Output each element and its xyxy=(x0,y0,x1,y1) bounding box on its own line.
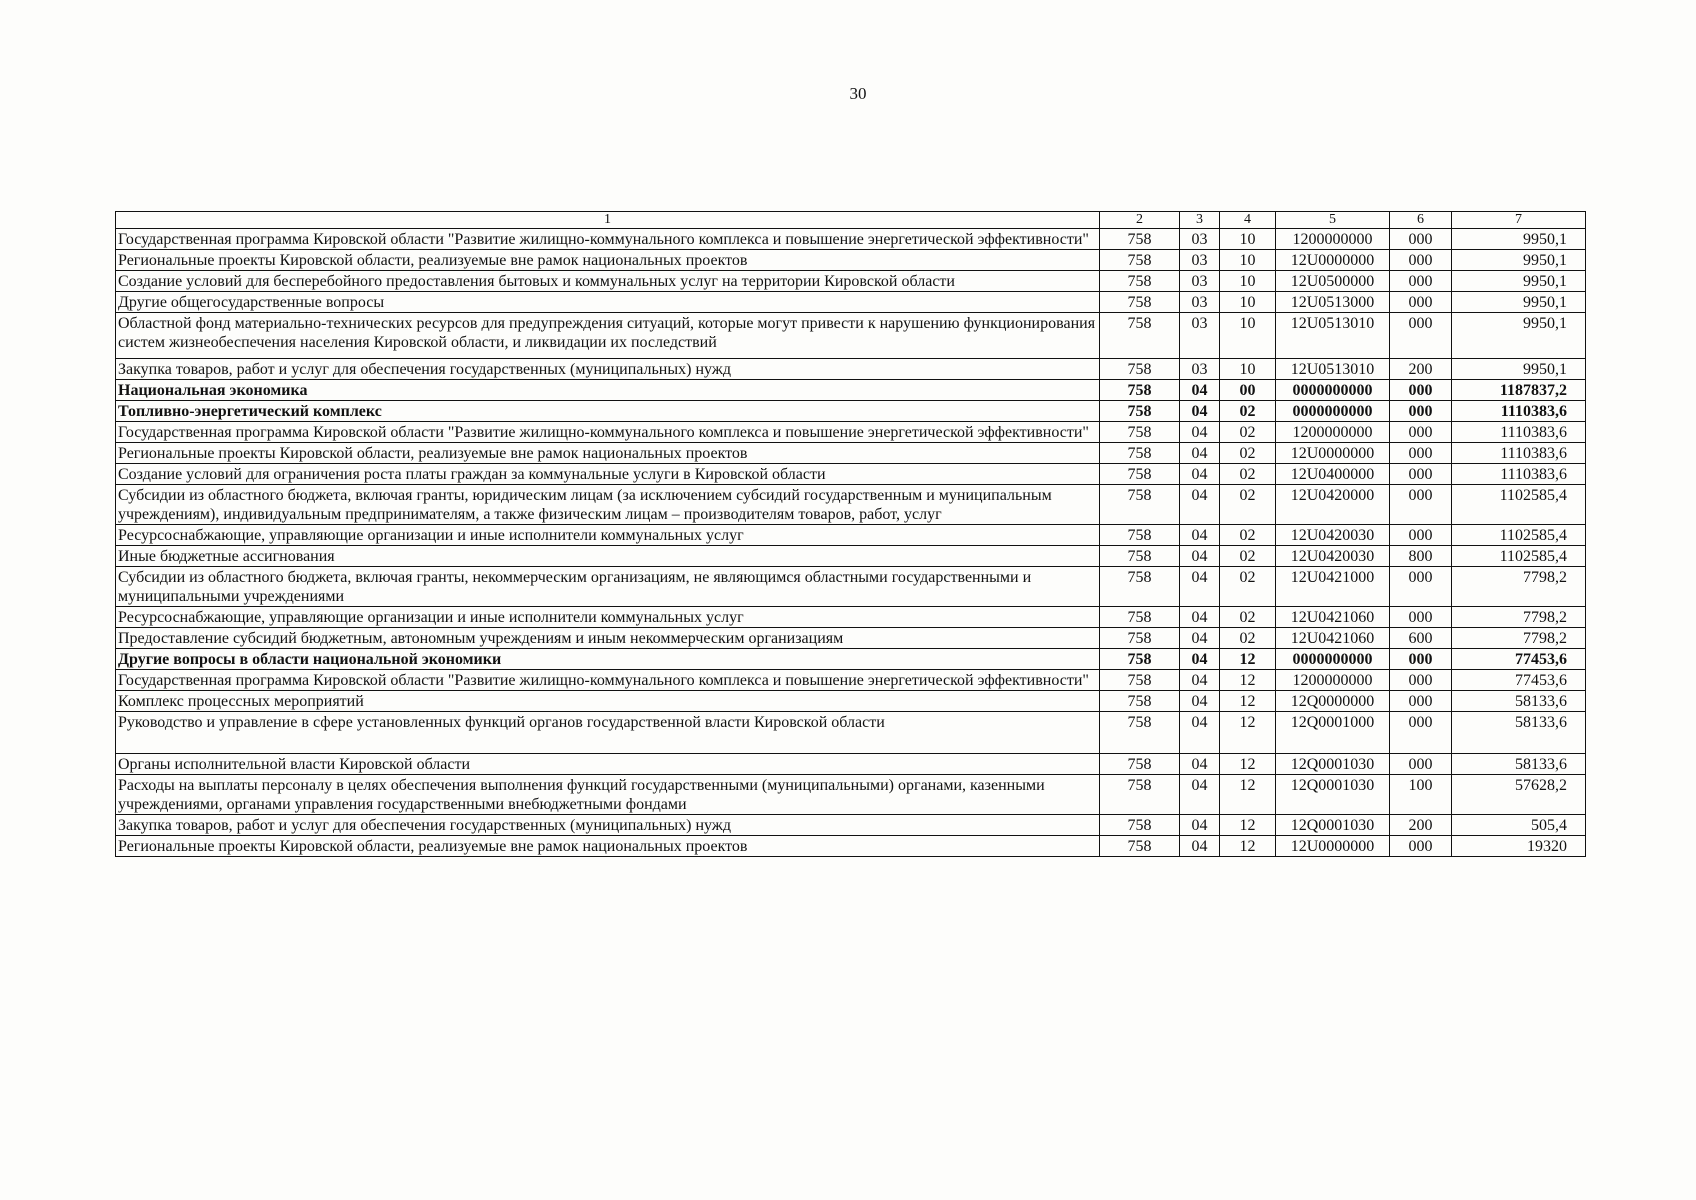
table-row xyxy=(116,628,1586,649)
target-item-cell: 12Q0000000 xyxy=(1276,691,1390,712)
row-name-cell: Комплекс процессных мероприятий xyxy=(116,691,1100,712)
admin-code-cell: 758 xyxy=(1100,443,1180,464)
subsection-cell: 02 xyxy=(1220,464,1276,485)
expense-type-cell: 000 xyxy=(1390,649,1452,670)
table-row xyxy=(116,464,1586,485)
amount-cell: 9950,1 xyxy=(1452,271,1586,292)
expense-type-cell: 600 xyxy=(1390,628,1452,649)
admin-code-cell: 758 xyxy=(1100,485,1180,525)
row-name-cell: Руководство и управление в сфере установленных функций органов государственной власти Кировской области xyxy=(116,712,1100,754)
amount-cell: 1102585,4 xyxy=(1452,546,1586,567)
amount-cell: 7798,2 xyxy=(1452,628,1586,649)
section-cell: 03 xyxy=(1180,313,1220,359)
table-row xyxy=(116,229,1586,250)
target-item-cell: 12Q0001030 xyxy=(1276,815,1390,836)
subsection-cell: 02 xyxy=(1220,525,1276,546)
table-row xyxy=(116,401,1586,422)
amount-cell: 7798,2 xyxy=(1452,607,1586,628)
section-cell: 03 xyxy=(1180,229,1220,250)
column-header: 6 xyxy=(1390,212,1452,229)
column-header: 1 xyxy=(116,212,1100,229)
admin-code-cell: 758 xyxy=(1100,775,1180,815)
admin-code-cell: 758 xyxy=(1100,712,1180,754)
subsection-cell: 12 xyxy=(1220,691,1276,712)
amount-cell: 9950,1 xyxy=(1452,313,1586,359)
row-name-cell: Иные бюджетные ассигнования xyxy=(116,546,1100,567)
target-item-cell: 0000000000 xyxy=(1276,649,1390,670)
expense-type-cell: 000 xyxy=(1390,313,1452,359)
admin-code-cell: 758 xyxy=(1100,250,1180,271)
subsection-cell: 10 xyxy=(1220,271,1276,292)
section-cell: 03 xyxy=(1180,359,1220,380)
section-cell: 04 xyxy=(1180,422,1220,443)
row-name-cell: Другие вопросы в области национальной экономики xyxy=(116,649,1100,670)
amount-cell: 77453,6 xyxy=(1452,670,1586,691)
table-row xyxy=(116,359,1586,380)
admin-code-cell: 758 xyxy=(1100,422,1180,443)
target-item-cell: 12U0500000 xyxy=(1276,271,1390,292)
subsection-cell: 12 xyxy=(1220,815,1276,836)
amount-cell: 58133,6 xyxy=(1452,712,1586,754)
admin-code-cell: 758 xyxy=(1100,313,1180,359)
admin-code-cell: 758 xyxy=(1100,401,1180,422)
section-cell: 04 xyxy=(1180,546,1220,567)
table-row xyxy=(116,670,1586,691)
section-cell: 03 xyxy=(1180,271,1220,292)
subsection-cell: 12 xyxy=(1220,712,1276,754)
table-row xyxy=(116,292,1586,313)
table-row xyxy=(116,380,1586,401)
budget-table xyxy=(115,211,1586,857)
admin-code-cell: 758 xyxy=(1100,691,1180,712)
target-item-cell: 12U0000000 xyxy=(1276,250,1390,271)
section-cell: 04 xyxy=(1180,464,1220,485)
row-name-cell: Закупка товаров, работ и услуг для обеспечения государственных (муниципальных) нужд xyxy=(116,815,1100,836)
section-cell: 04 xyxy=(1180,691,1220,712)
table-row xyxy=(116,271,1586,292)
admin-code-cell: 758 xyxy=(1100,359,1180,380)
row-name-cell: Ресурсоснабжающие, управляющие организации и иные исполнители коммунальных услуг xyxy=(116,525,1100,546)
row-name-cell: Ресурсоснабжающие, управляющие организации и иные исполнители коммунальных услуг xyxy=(116,607,1100,628)
expense-type-cell: 100 xyxy=(1390,775,1452,815)
admin-code-cell: 758 xyxy=(1100,380,1180,401)
section-cell: 04 xyxy=(1180,836,1220,857)
expense-type-cell: 000 xyxy=(1390,567,1452,607)
amount-cell: 19320 xyxy=(1452,836,1586,857)
subsection-cell: 02 xyxy=(1220,485,1276,525)
target-item-cell: 12U0420030 xyxy=(1276,546,1390,567)
section-cell: 04 xyxy=(1180,815,1220,836)
table-row xyxy=(116,649,1586,670)
admin-code-cell: 758 xyxy=(1100,464,1180,485)
admin-code-cell: 758 xyxy=(1100,525,1180,546)
amount-cell: 1110383,6 xyxy=(1452,422,1586,443)
amount-cell: 58133,6 xyxy=(1452,691,1586,712)
row-name-cell: Органы исполнительной власти Кировской области xyxy=(116,754,1100,775)
column-header: 3 xyxy=(1180,212,1220,229)
admin-code-cell: 758 xyxy=(1100,836,1180,857)
table-row xyxy=(116,443,1586,464)
section-cell: 04 xyxy=(1180,670,1220,691)
expense-type-cell: 000 xyxy=(1390,485,1452,525)
column-header: 5 xyxy=(1276,212,1390,229)
expense-type-cell: 000 xyxy=(1390,401,1452,422)
expense-type-cell: 000 xyxy=(1390,380,1452,401)
row-name-cell: Создание условий для бесперебойного предоставления бытовых и коммунальных услуг на территории Кировской области xyxy=(116,271,1100,292)
table-row xyxy=(116,836,1586,857)
amount-cell: 77453,6 xyxy=(1452,649,1586,670)
amount-cell: 9950,1 xyxy=(1452,359,1586,380)
section-cell: 04 xyxy=(1180,567,1220,607)
row-name-cell: Топливно-энергетический комплекс xyxy=(116,401,1100,422)
section-cell: 04 xyxy=(1180,443,1220,464)
expense-type-cell: 000 xyxy=(1390,229,1452,250)
section-cell: 04 xyxy=(1180,401,1220,422)
expense-type-cell: 000 xyxy=(1390,836,1452,857)
row-name-cell: Государственная программа Кировской области "Развитие жилищно-коммунального комплекса и повышение энергетической эффективности" xyxy=(116,422,1100,443)
section-cell: 03 xyxy=(1180,250,1220,271)
amount-cell: 9950,1 xyxy=(1452,292,1586,313)
target-item-cell: 12U0420030 xyxy=(1276,525,1390,546)
section-cell: 04 xyxy=(1180,607,1220,628)
expense-type-cell: 200 xyxy=(1390,359,1452,380)
table-row xyxy=(116,525,1586,546)
target-item-cell: 0000000000 xyxy=(1276,401,1390,422)
expense-type-cell: 800 xyxy=(1390,546,1452,567)
table-row xyxy=(116,815,1586,836)
expense-type-cell: 000 xyxy=(1390,754,1452,775)
amount-cell: 1110383,6 xyxy=(1452,401,1586,422)
target-item-cell: 0000000000 xyxy=(1276,380,1390,401)
admin-code-cell: 758 xyxy=(1100,229,1180,250)
row-name-cell: Региональные проекты Кировской области, реализуемые вне рамок национальных проектов xyxy=(116,836,1100,857)
table-row xyxy=(116,422,1586,443)
subsection-cell: 10 xyxy=(1220,229,1276,250)
section-cell: 04 xyxy=(1180,525,1220,546)
admin-code-cell: 758 xyxy=(1100,628,1180,649)
table-row xyxy=(116,607,1586,628)
target-item-cell: 12U0421000 xyxy=(1276,567,1390,607)
amount-cell: 1102585,4 xyxy=(1452,485,1586,525)
row-name-cell: Предоставление субсидий бюджетным, автономным учреждениям и иным некоммерческим организациям xyxy=(116,628,1100,649)
expense-type-cell: 000 xyxy=(1390,443,1452,464)
subsection-cell: 12 xyxy=(1220,836,1276,857)
row-name-cell: Областной фонд материально-технических ресурсов для предупреждения ситуаций, которые могут привести к нарушению функционирования систем жизнеобеспечения населения Кировской области, и ликвидации их последствий xyxy=(116,313,1100,359)
column-header: 7 xyxy=(1452,212,1586,229)
row-name-cell: Национальная экономика xyxy=(116,380,1100,401)
table-row xyxy=(116,546,1586,567)
admin-code-cell: 758 xyxy=(1100,754,1180,775)
expense-type-cell: 000 xyxy=(1390,607,1452,628)
subsection-cell: 10 xyxy=(1220,359,1276,380)
amount-cell: 505,4 xyxy=(1452,815,1586,836)
subsection-cell: 02 xyxy=(1220,422,1276,443)
column-header: 4 xyxy=(1220,212,1276,229)
target-item-cell: 12U0000000 xyxy=(1276,443,1390,464)
target-item-cell: 12Q0001030 xyxy=(1276,754,1390,775)
admin-code-cell: 758 xyxy=(1100,546,1180,567)
row-name-cell: Государственная программа Кировской области "Развитие жилищно-коммунального комплекса и повышение энергетической эффективности" xyxy=(116,670,1100,691)
target-item-cell: 1200000000 xyxy=(1276,422,1390,443)
admin-code-cell: 758 xyxy=(1100,815,1180,836)
table-row xyxy=(116,691,1586,712)
admin-code-cell: 758 xyxy=(1100,649,1180,670)
section-cell: 04 xyxy=(1180,754,1220,775)
subsection-cell: 12 xyxy=(1220,670,1276,691)
subsection-cell: 12 xyxy=(1220,775,1276,815)
admin-code-cell: 758 xyxy=(1100,567,1180,607)
row-name-cell: Субсидии из областного бюджета, включая гранты, юридическим лицам (за исключением субсидий государственным и муниципальным учреждениям), индивидуальным предпринимателям, а также физическим лицам – производителям товаров, работ, услуг xyxy=(116,485,1100,525)
row-name-cell: Региональные проекты Кировской области, реализуемые вне рамок национальных проектов xyxy=(116,443,1100,464)
target-item-cell: 1200000000 xyxy=(1276,670,1390,691)
target-item-cell: 12U0513000 xyxy=(1276,292,1390,313)
expense-type-cell: 000 xyxy=(1390,292,1452,313)
expense-type-cell: 200 xyxy=(1390,815,1452,836)
expense-type-cell: 000 xyxy=(1390,525,1452,546)
amount-cell: 57628,2 xyxy=(1452,775,1586,815)
subsection-cell: 10 xyxy=(1220,250,1276,271)
row-name-cell: Субсидии из областного бюджета, включая гранты, некоммерческим организациям, не являющимся областными государственными и муниципальными учреждениями xyxy=(116,567,1100,607)
subsection-cell: 02 xyxy=(1220,401,1276,422)
expense-type-cell: 000 xyxy=(1390,271,1452,292)
section-cell: 04 xyxy=(1180,712,1220,754)
subsection-cell: 12 xyxy=(1220,649,1276,670)
subsection-cell: 10 xyxy=(1220,292,1276,313)
target-item-cell: 12U0421060 xyxy=(1276,607,1390,628)
target-item-cell: 12U0513010 xyxy=(1276,313,1390,359)
table-row xyxy=(116,250,1586,271)
amount-cell: 9950,1 xyxy=(1452,250,1586,271)
target-item-cell: 12U0400000 xyxy=(1276,464,1390,485)
section-cell: 04 xyxy=(1180,485,1220,525)
subsection-cell: 10 xyxy=(1220,313,1276,359)
amount-cell: 1110383,6 xyxy=(1452,443,1586,464)
amount-cell: 1110383,6 xyxy=(1452,464,1586,485)
admin-code-cell: 758 xyxy=(1100,607,1180,628)
row-name-cell: Создание условий для ограничения роста платы граждан за коммунальные услуги в Кировской области xyxy=(116,464,1100,485)
subsection-cell: 02 xyxy=(1220,546,1276,567)
subsection-cell: 02 xyxy=(1220,607,1276,628)
subsection-cell: 02 xyxy=(1220,567,1276,607)
target-item-cell: 1200000000 xyxy=(1276,229,1390,250)
row-name-cell: Региональные проекты Кировской области, реализуемые вне рамок национальных проектов xyxy=(116,250,1100,271)
table-header-row xyxy=(116,212,1586,229)
table-row xyxy=(116,775,1586,815)
section-cell: 04 xyxy=(1180,628,1220,649)
amount-cell: 9950,1 xyxy=(1452,229,1586,250)
section-cell: 04 xyxy=(1180,380,1220,401)
page-number: 30 xyxy=(849,84,867,103)
row-name-cell: Расходы на выплаты персоналу в целях обеспечения выполнения функций государственными (муниципальными) органами, казенными учреждениями, органами управления государственными внебюджетными фондами xyxy=(116,775,1100,815)
expense-type-cell: 000 xyxy=(1390,670,1452,691)
row-name-cell: Другие общегосударственные вопросы xyxy=(116,292,1100,313)
amount-cell: 1187837,2 xyxy=(1452,380,1586,401)
row-name-cell: Государственная программа Кировской области "Развитие жилищно-коммунального комплекса и повышение энергетической эффективности" xyxy=(116,229,1100,250)
target-item-cell: 12U0420000 xyxy=(1276,485,1390,525)
target-item-cell: 12Q0001000 xyxy=(1276,712,1390,754)
expense-type-cell: 000 xyxy=(1390,464,1452,485)
table-row xyxy=(116,712,1586,754)
amount-cell: 7798,2 xyxy=(1452,567,1586,607)
target-item-cell: 12U0000000 xyxy=(1276,836,1390,857)
table-row xyxy=(116,567,1586,607)
target-item-cell: 12U0421060 xyxy=(1276,628,1390,649)
admin-code-cell: 758 xyxy=(1100,670,1180,691)
admin-code-cell: 758 xyxy=(1100,271,1180,292)
subsection-cell: 12 xyxy=(1220,754,1276,775)
amount-cell: 1102585,4 xyxy=(1452,525,1586,546)
target-item-cell: 12Q0001030 xyxy=(1276,775,1390,815)
expense-type-cell: 000 xyxy=(1390,250,1452,271)
subsection-cell: 02 xyxy=(1220,628,1276,649)
amount-cell: 58133,6 xyxy=(1452,754,1586,775)
section-cell: 04 xyxy=(1180,649,1220,670)
table-row xyxy=(116,485,1586,525)
table-row xyxy=(116,313,1586,359)
admin-code-cell: 758 xyxy=(1100,292,1180,313)
row-name-cell: Закупка товаров, работ и услуг для обеспечения государственных (муниципальных) нужд xyxy=(116,359,1100,380)
section-cell: 04 xyxy=(1180,775,1220,815)
subsection-cell: 02 xyxy=(1220,443,1276,464)
column-header: 2 xyxy=(1100,212,1180,229)
expense-type-cell: 000 xyxy=(1390,691,1452,712)
subsection-cell: 00 xyxy=(1220,380,1276,401)
expense-type-cell: 000 xyxy=(1390,712,1452,754)
table-row xyxy=(116,754,1586,775)
target-item-cell: 12U0513010 xyxy=(1276,359,1390,380)
expense-type-cell: 000 xyxy=(1390,422,1452,443)
section-cell: 03 xyxy=(1180,292,1220,313)
